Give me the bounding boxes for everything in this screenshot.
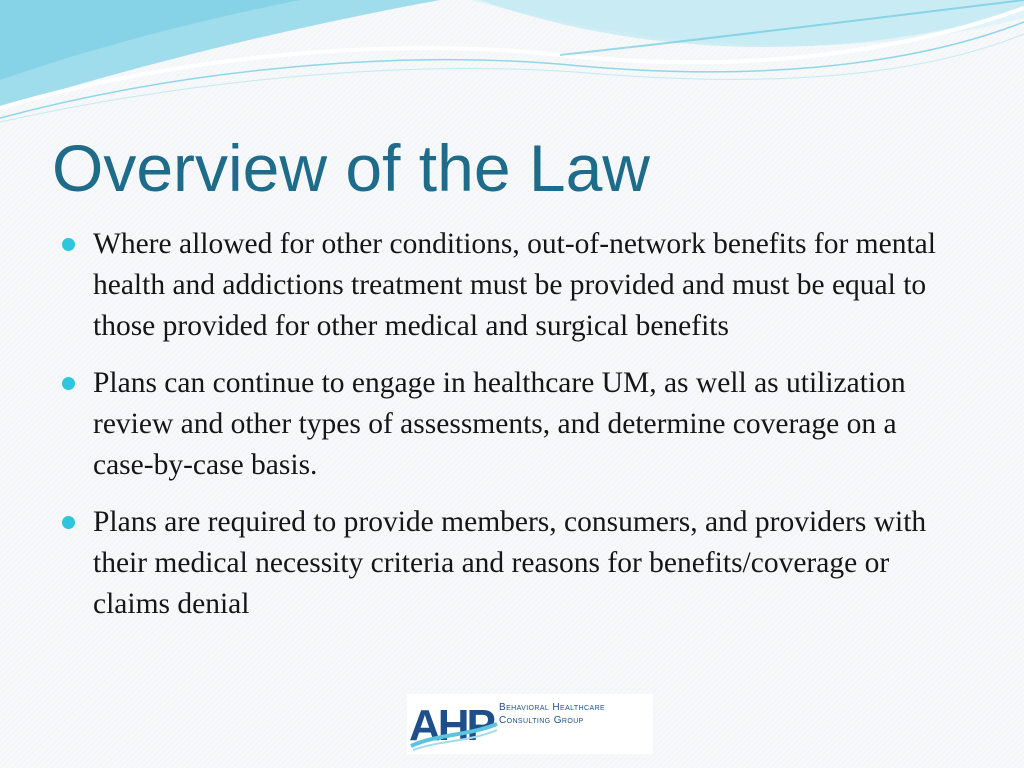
bullet-text: Plans are required to provide members, consumers, and providers with their medical necessity criteria and reasons for benefits/coverage or claims denial: [93, 506, 927, 620]
bullet-dot-icon: [62, 516, 75, 529]
header-wave-decoration: [0, 0, 1024, 130]
company-logo: [407, 694, 653, 754]
logo-mark-text: AHP: [409, 701, 493, 750]
bullet-list: [62, 224, 962, 641]
bullet-item: [62, 363, 962, 486]
slide-title: Overview of the Law: [52, 131, 650, 205]
logo-line2: Consulting Group: [499, 715, 584, 726]
bullet-text: Plans can continue to engage in healthcare UM, as well as utilization review and other types of assessments, and determine coverage on a case-by-case basis.: [93, 367, 906, 481]
bullet-dot-icon: [62, 238, 75, 251]
logo-line1: Behavioral Healthcare: [499, 702, 606, 713]
ahp-logo-icon: [407, 694, 499, 754]
bullet-item: [62, 502, 962, 625]
bullet-text: Where allowed for other conditions, out-of-network benefits for mental health and addictions treatment must be provided and must be equal to those provided for other medical and surgical benefits: [93, 228, 936, 342]
bullet-dot-icon: [62, 377, 75, 390]
bullet-item: [62, 224, 962, 347]
